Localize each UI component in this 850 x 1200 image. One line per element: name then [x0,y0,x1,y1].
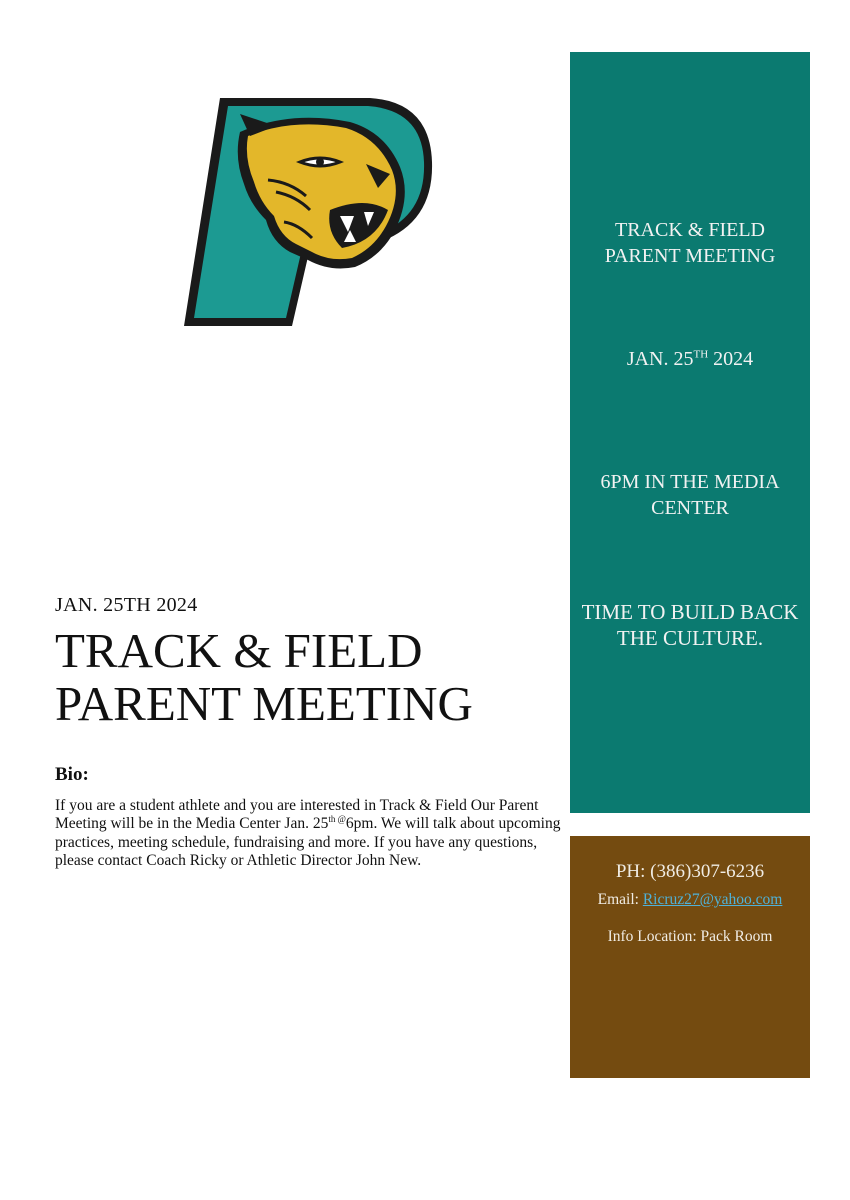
title-line-2: PARENT MEETING [55,676,473,731]
title-line-1: TRACK & FIELD [55,623,423,678]
email-row [570,891,810,909]
bio-superscript: th @ [328,814,346,825]
panther-p-logo-icon [180,92,440,332]
contact-panel [570,836,810,1078]
info-location: Info Location: Pack Room [607,928,773,945]
sidebar-date [570,346,810,372]
sidebar-time-location [570,469,810,521]
phone-number: PH: (386)307-6236 [615,861,765,882]
bio-heading: Bio: [55,764,89,785]
sidebar-title-line-2: PARENT MEETING [604,245,776,267]
email-label: Email: [597,891,643,908]
event-date: JAN. 25TH 2024 [55,594,198,616]
event-info-panel [570,52,810,813]
email-link[interactable]: Ricruz27@yahoo.com [642,891,783,908]
bio-text-part-1: If you are a student athlete and you are interested in Track & Field Our Parent Meeting will be in the Media Center Jan. 25 [55,797,539,833]
sidebar-title [570,217,810,269]
sidebar-slogan-line-2: THE CULTURE. [616,626,764,650]
bio-paragraph [55,797,570,870]
bio-text-part-2: 6pm. We will talk about upcoming practices, meeting schedule, fundraising and more. If you have any questions, please contact Coach Ricky or Athletic Director John New. [55,815,561,869]
sidebar-time-line-2: CENTER [651,497,729,519]
sidebar-slogan [570,599,810,651]
sidebar-date-year: 2024 [708,348,754,370]
sidebar-time-line-1: 6PM IN THE MEDIA [600,471,780,493]
sidebar-date-main: JAN. 25 [626,348,694,370]
sidebar-title-line-1: TRACK & FIELD [615,219,765,241]
page-title [55,624,555,730]
sidebar-slogan-line-1: TIME TO BUILD BACK [581,600,799,624]
sidebar-date-suffix: TH [693,348,709,361]
